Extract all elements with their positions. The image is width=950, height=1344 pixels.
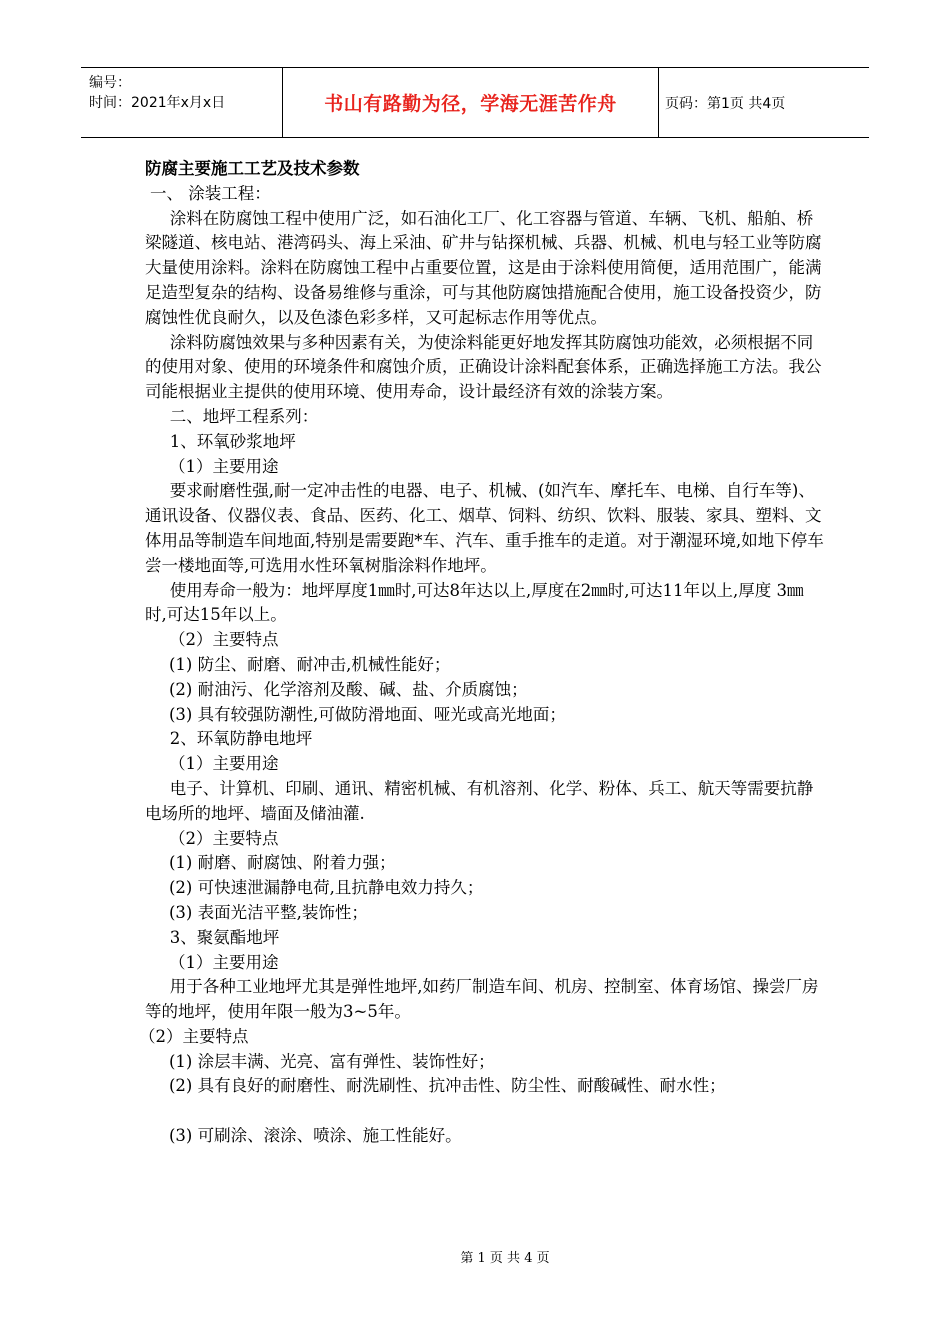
section-heading: 一、 涂装工程： [150,183,271,203]
feature-item: (2) 可快速泄漏静电荷,且抗静电效力持久； [169,878,484,898]
header-page-code [658,68,869,137]
page-code-text: 页码：第1页 共4页 [665,95,786,112]
subsection-title: 1、环氧砂浆地坪 [169,431,296,451]
feature-item: (1) 防尘、耐磨、耐冲击,机械性能好； [169,654,451,674]
feature-item: (3) 表面光洁平整,装饰性； [169,902,368,922]
document-date-label: 时间：2021年x月x日 [89,95,226,111]
item-heading: （1）主要用途 [169,754,279,774]
paragraph: 使用寿命一般为：地坪厚度1㎜时,可达8年达以上,厚度在2㎜时,可达11年以上,厚度 3㎜时,可达15年以上。 [145,580,804,625]
paragraph: 电子、计算机、印刷、通讯、精密机械、有机溶剂、化学、粉体、兵工、航天等需要抗静电场所的地坪、墙面及储油灌. [145,778,814,823]
feature-item: (1) 涂层丰满、光亮、富有弹性、装饰性好； [169,1051,495,1071]
item-heading: （2）主要特点 [169,828,279,848]
feature-item: (1) 耐磨、耐腐蚀、附着力强； [169,853,396,873]
paragraph: 涂料防腐蚀效果与多种因素有关，为使涂料能更好地发挥其防腐蚀功能效，必须根据不同的使用对象、使用的环境条件和腐蚀介质，正确设计涂料配套体系，正确选择施工方法。我公司能根据业主提供的使用环境、使用寿命，设计最经济有效的涂装方案。 [145,332,822,402]
item-heading: （2）主要特点 [139,1026,249,1046]
paragraph: 涂料在防腐蚀工程中使用广泛，如石油化工厂、化工容器与管道、车辆、飞机、船舶、桥梁隧道、核电站、港湾码头、海上采油、矿井与钻探机械、兵器、机械、机电与轻工业等防腐大量使用涂料。涂料在防腐蚀工程中占重要位置，这是由于涂料使用简便，适用范围广，能满足造型复杂的结构、设备易维修与重涂，可与其他防腐蚀措施配合使用，施工设备投资少，防腐蚀性优良耐久，以及色漆色彩多样，又可起标志作用等优点。 [145,208,822,327]
paragraph: 用于各种工业地坪尤其是弹性地坪,如药厂制造车间、机房、控制室、体育场馆、操尝厂房等的地坪，使用年限一般为3~5年。 [145,977,819,1022]
header-motto: 书山有路勤为径，学海无涯苦作舟 [324,93,617,115]
section-heading: 二、地坪工程系列： [169,406,319,426]
feature-item: (3) 具有较强防潮性,可做防滑地面、哑光或高光地面； [169,704,566,724]
header-meta [81,68,282,137]
header-motto-cell [282,68,659,137]
feature-item: (2) 具有良好的耐磨性、耐洗刷性、抗冲击性、防尘性、耐酸碱性、耐水性； [169,1076,726,1096]
page-footer [0,1247,950,1266]
item-heading: （1）主要用途 [169,952,279,972]
page-number: 第 1 页 共 4 页 [460,1251,550,1266]
document-number-label: 编号： [89,75,131,91]
item-heading: （2）主要特点 [169,630,279,650]
page-header [81,67,869,138]
feature-item: (2) 耐油污、化学溶剂及酸、碱、盐、介质腐蚀； [169,679,528,699]
subsection-title: 3、聚氨酯地坪 [169,927,280,947]
document-title: 防腐主要施工工艺及技术参数 [145,159,360,178]
item-heading: （1）主要用途 [169,456,279,476]
subsection-title: 2、环氧防静电地坪 [169,729,313,749]
feature-item: (3) 可刷涂、滚涂、喷涂、施工性能好。 [169,1126,462,1146]
document-body [139,157,825,1149]
paragraph: 要求耐磨性强,耐一定冲击性的电器、电子、机械、(如汽车、摩托车、电梯、自行车等)、通讯设备、仪器仪表、食品、医药、化工、烟草、饲料、纺织、饮料、服装、家具、塑料、文体用品等制造车间地面,特别是需要跑*车、汽车、重手推车的走道。对于潮湿环境,如地下停车尝一楼地面等,可选用水性环氧树脂涂料作地坪。 [145,481,824,575]
